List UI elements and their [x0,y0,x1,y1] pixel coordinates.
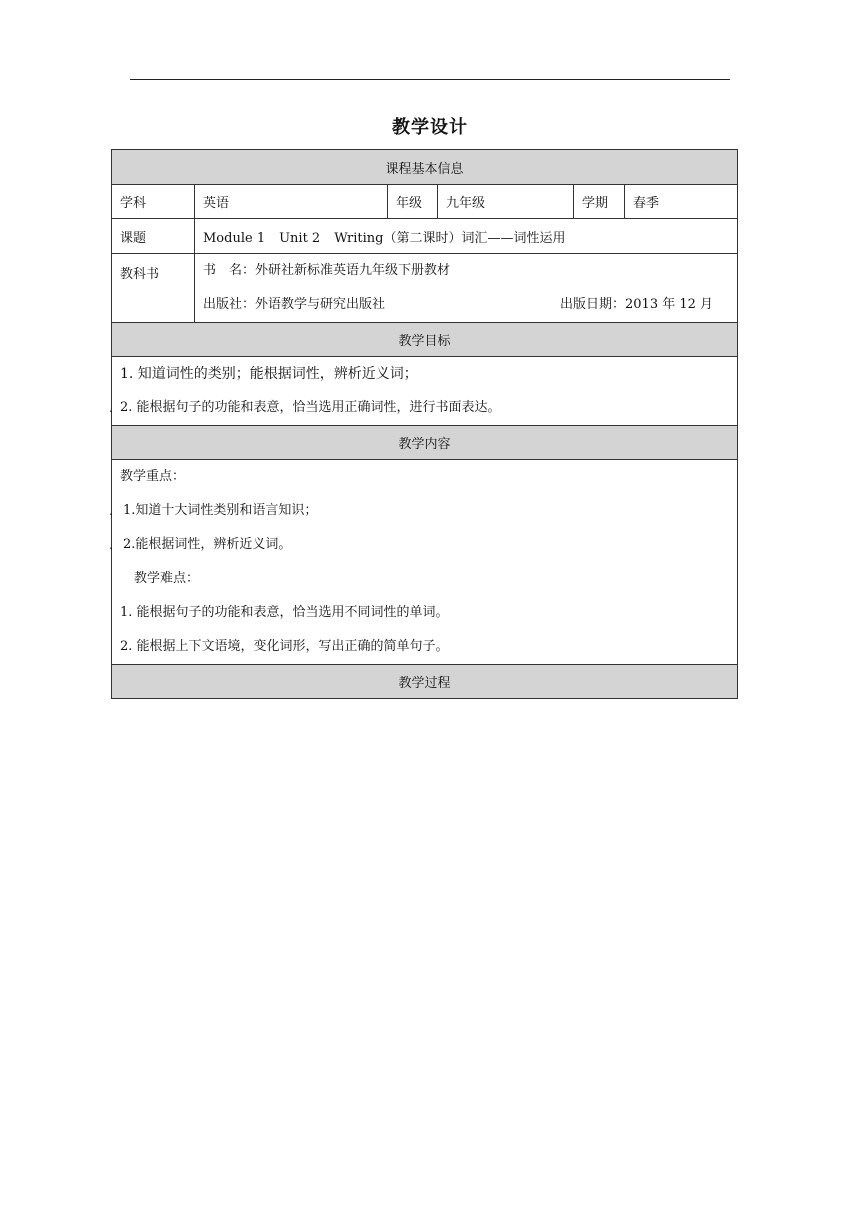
section-header-process: 教学过程 [112,665,738,699]
key-points-label: 教学重点： [120,469,186,484]
publisher-label: 出版社： [203,297,256,312]
topic-title: Writing（第二课时）词汇——词性运用 [334,230,566,246]
publisher: 外语教学与研究出版社 [255,297,386,312]
topic-unit: Unit 2 [279,230,321,246]
book-name-label: 书 名： [203,263,256,278]
row-subject-grade-term [112,185,738,219]
row-topic [112,219,738,254]
section-objectives [112,323,738,357]
section-header-content: 教学内容 [112,426,738,460]
subject-label: 学科 [112,185,195,219]
textbook-info [195,254,738,323]
list-marker: . [109,504,113,518]
row-textbook [112,254,738,323]
key-point-item: . 1.知道十大词性类别和语言知识； [120,494,729,528]
difficulty-item: 1. 能根据句子的功能和表意，恰当选用不同词性的单词。 [120,605,449,620]
pub-date-label: 出版日期： [560,297,626,312]
book-name-line [203,254,729,288]
row-content [112,460,738,665]
list-marker: . [109,401,113,415]
section-header-basic-info: 课程基本信息 [112,150,738,185]
publisher-line [203,288,729,322]
book-name: 外研社新标准英语九年级下册教材 [255,263,451,278]
row-objectives [112,357,738,426]
grade-label: 年级 [388,185,438,219]
grade-value: 九年级 [438,185,574,219]
objective-item: 1. 知道词性的类别；能根据词性，辨析近义词； [120,366,418,382]
document-title: 教学设计 [392,117,468,138]
section-basic-info [112,150,738,185]
section-header-objectives: 教学目标 [112,323,738,357]
topic-module: Module 1 [203,230,266,246]
list-marker: . [109,538,113,552]
publication-date [560,288,713,322]
topic-value [195,219,738,254]
textbook-label: 教科书 [112,254,195,323]
section-content [112,426,738,460]
lesson-plan-table [111,149,738,699]
difficulty-item: 2. 能根据上下文语境，变化词形，写出正确的简单句子。 [120,639,449,654]
topic-label: 课题 [112,219,195,254]
term-value: 春季 [625,185,738,219]
objectives-list [109,357,738,426]
header-rule [130,79,730,80]
key-point-item: . 2.能根据词性，辨析近义词。 [120,528,729,562]
section-process [112,665,738,699]
term-label: 学期 [574,185,625,219]
content-body [109,460,738,665]
difficulties-label: 教学难点： [134,571,200,586]
pub-date-value: 2013 年 12 月 [625,297,714,312]
objective-item: . 2. 能根据句子的功能和表意，恰当选用正确词性，进行书面表达。 [120,391,729,425]
subject-value: 英语 [195,185,388,219]
